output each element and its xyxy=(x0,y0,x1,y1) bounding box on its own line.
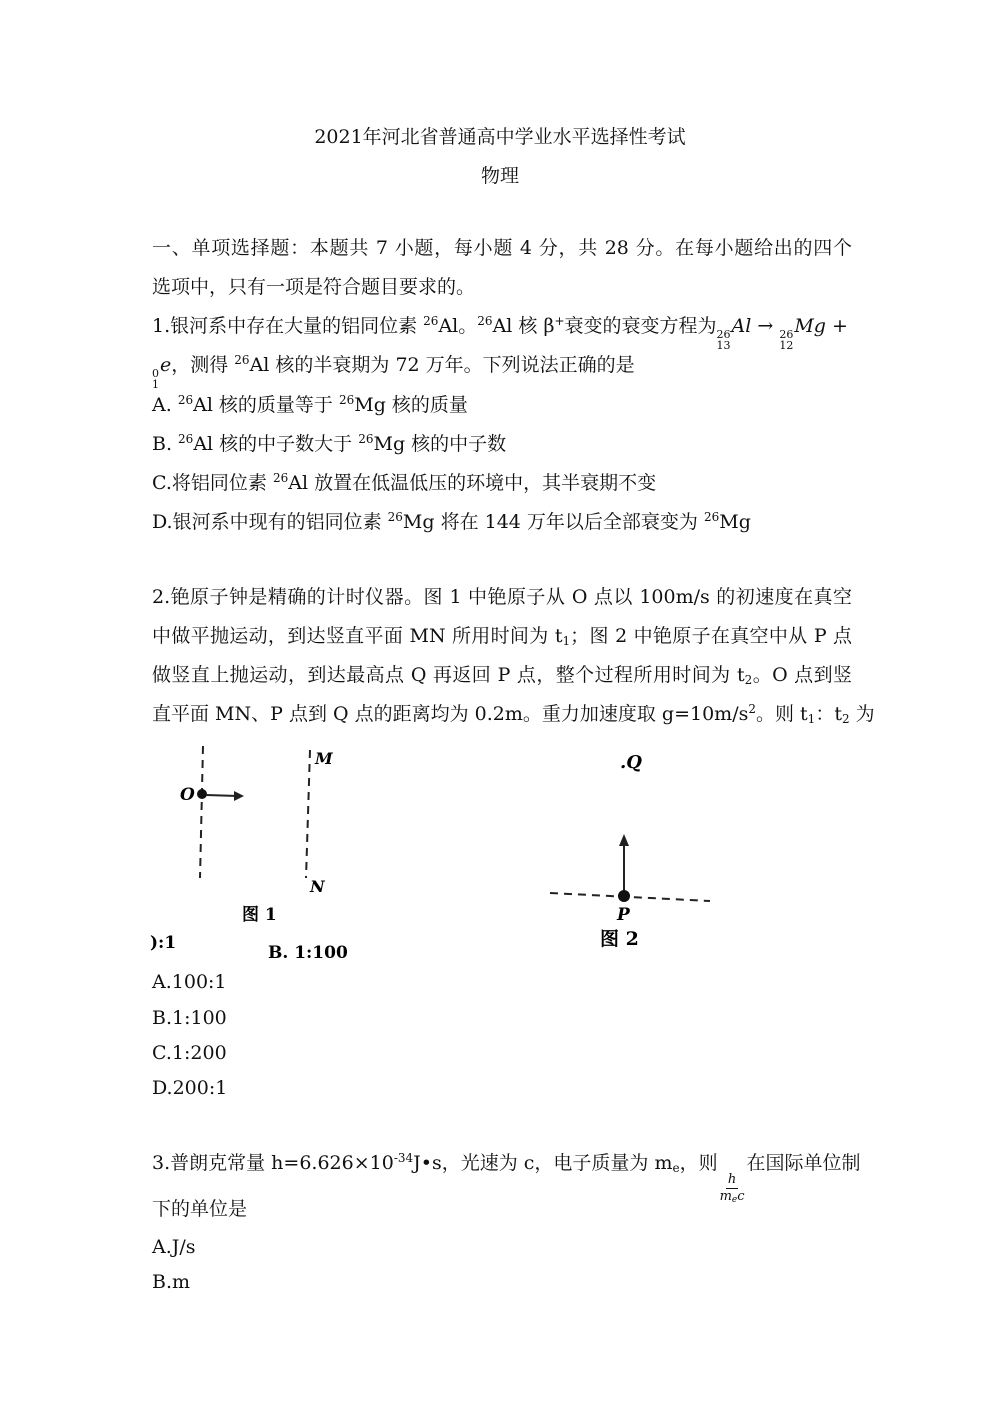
q2-option-b: B.1:100 xyxy=(152,1007,227,1029)
q2-stem-line3: 做竖直上抛运动，到达最高点 Q 再返回 P 点，整个过程所用时间为 $t_2$。O 点到竖 xyxy=(152,664,852,687)
al-nuclide: 26 13 xyxy=(716,328,731,352)
label-n: N xyxy=(310,877,325,896)
q2-figure-svg xyxy=(150,738,740,960)
q2-stem-line2: 中做平抛运动，到达竖直平面 MN 所用时间为 $t_1$；图 2 中铯原子在真空中从 P 点 xyxy=(152,625,852,648)
h-over-mec-fraction: $\frac{h}{m_ec}$ xyxy=(719,1172,745,1205)
label-q: .Q xyxy=(620,752,642,773)
plane-mn-dashed-line xyxy=(306,750,310,878)
exam-subject: 物理 xyxy=(480,165,519,187)
velocity-arrow-shaft xyxy=(206,795,238,796)
q2-figure xyxy=(150,738,740,960)
q2-stem-line1: 2.铯原子钟是精确的计时仪器。图 1 中铯原子从 O 点以 100m/s 的初速度在真空 xyxy=(152,586,852,608)
upward-arrow-head-icon xyxy=(619,834,629,846)
exam-title: 2021年河北省普通高中学业水平选择性考试 xyxy=(314,126,686,148)
remnant-left: ):1 xyxy=(150,933,177,953)
point-o xyxy=(197,789,207,799)
point-p xyxy=(618,890,630,902)
q1-stem-line1: 1.银河系中存在大量的铝同位素 $^{26}$Al。$^{26}$Al 核 β+衰变的衰变方程为 26 13 Al → 26 12 Mg + xyxy=(152,314,848,352)
q3-stem-line2: 下的单位是 xyxy=(152,1198,248,1220)
label-o: O xyxy=(180,785,195,805)
remnant-option-b: B. 1:100 xyxy=(268,943,348,960)
velocity-arrow-head-icon xyxy=(234,791,244,801)
q3-option-a: A.J/s xyxy=(152,1236,196,1258)
q1-option-d: D.银河系中现有的铝同位素 $^{26}$Mg 将在 144 万年以后全部衰变为 $^{26}$Mg xyxy=(152,510,751,533)
q1-stem-line2: 0 1 e，测得 $^{26}$Al 核的半衰期为 72 万年。下列说法正确的是 xyxy=(152,353,635,391)
q1-option-b: B. $^{26}$Al 核的中子数大于 $^{26}$Mg 核的中子数 xyxy=(152,432,507,455)
label-m: M xyxy=(315,749,333,768)
caption-fig1: 图 1 xyxy=(242,905,277,925)
caption-fig2: 图 2 xyxy=(600,928,639,950)
q2-option-d: D.200:1 xyxy=(152,1077,228,1099)
q2-option-a: A.100:1 xyxy=(152,971,227,993)
q3-option-b: B.m xyxy=(152,1271,191,1293)
section-intro-line2: 选项中，只有一项是符合题目要求的。 xyxy=(152,276,476,298)
p-horizontal-dashed-line xyxy=(550,893,710,901)
q2-option-c: C.1:200 xyxy=(152,1042,227,1064)
label-p: P xyxy=(617,905,630,925)
section-intro-line1: 一、单项选择题：本题共 7 小题，每小题 4 分，共 28 分。在每小题给出的四个 xyxy=(152,237,852,259)
q2-stem-line4: 直平面 MN、P 点到 Q 点的距离均为 0.2m。重力加速度取 $g=10m/s^2$。则 $t_1$：$t_2$ 为 xyxy=(152,702,875,726)
o-vertical-dashed-line xyxy=(200,746,203,878)
mg-nuclide: 26 12 xyxy=(779,328,794,352)
q1-option-a: A. $^{26}$Al 核的质量等于 $^{26}$Mg 核的质量 xyxy=(152,393,468,416)
positron-nuclide: 0 1 xyxy=(152,367,159,391)
q3-stem-line1: 3.普朗克常量 $h=6.626\times 10^{-34}J•s$，光速为 c，电子质量为 $m_e$，则 $\frac{h}{m_ec}$ 在国际单位制 xyxy=(152,1151,861,1205)
q1-option-c: C.将铝同位素 $^{26}$Al 放置在低温低压的环境中，其半衰期不变 xyxy=(152,471,657,494)
